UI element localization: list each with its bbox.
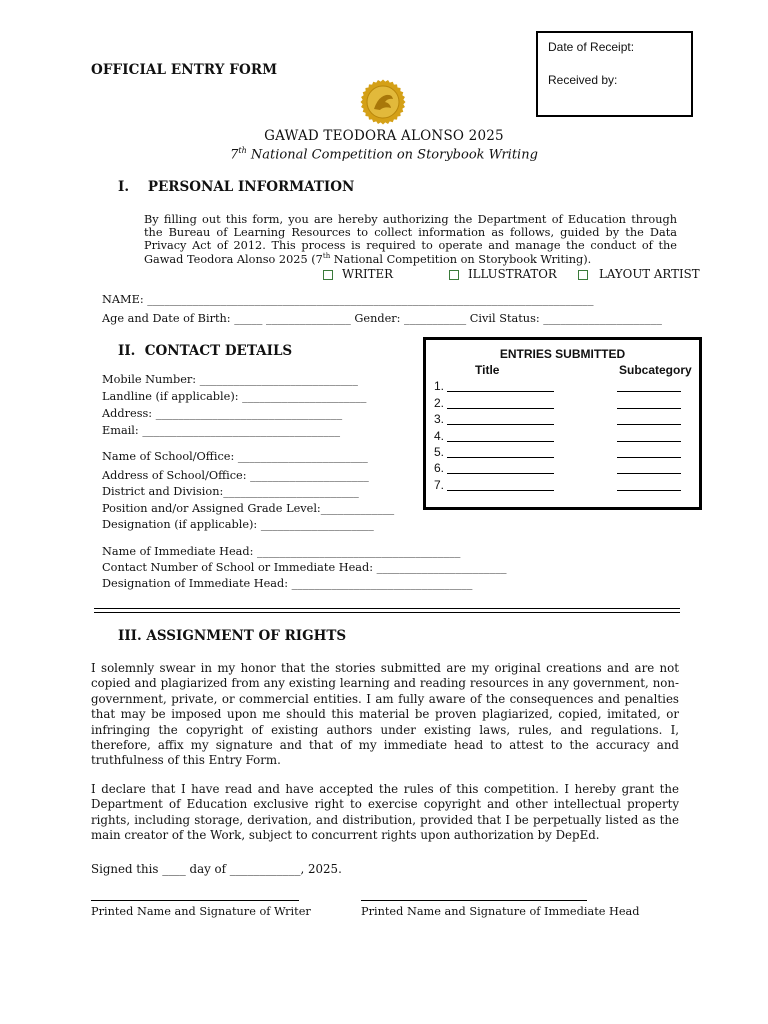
consent-sup: th — [322, 251, 331, 260]
form-title: OFFICIAL ENTRY FORM — [91, 62, 278, 78]
entry-row — [434, 445, 444, 461]
award-seal-icon — [360, 79, 406, 125]
entry-number: 5. — [434, 445, 445, 459]
entry-title-field[interactable] — [447, 441, 554, 442]
rights-paragraph-1: I solemnly swear in my honor that the stories submitted are my original creations and are not copied and plagiarized from any existing learning and reading resources in any government, non-government, private, or commercial entities. I am fully aware of the consequences and penalties that may be imposed upon me should this material be proven plagiarized, copied, imitated, or infringing the copyright of existing authors under existing laws, rules, and regulations. I, therefore, affix my signature and that of my immediate head to attest to the accuracy and truthfulness of this Entry Form. — [91, 661, 679, 768]
immediate-head-designation-field[interactable]: Designation of Immediate Head: ________________________________ — [102, 577, 473, 590]
address-field[interactable]: Address: _________________________________ — [102, 407, 343, 420]
rights-paragraph-2: I declare that I have read and have accepted the rules of this competition. I hereby grant the Department of Education exclusive right to exercise copyright and other intellectual property rights, including storage, derivation, and distribution, provided that I be perpetually listed as the main creator of the Work, subject to concurrent rights upon authorization by DepEd. — [91, 782, 679, 843]
entry-title-field[interactable] — [447, 391, 554, 392]
entry-title-field[interactable] — [447, 408, 554, 409]
writer-signature-label: Printed Name and Signature of Writer — [91, 905, 311, 918]
immediate-head-contact-field[interactable]: Contact Number of School or Immediate Head: _______________________ — [102, 561, 507, 574]
entry-row — [434, 412, 444, 428]
entry-row — [434, 461, 444, 477]
district-division-field[interactable]: District and Division:________________________ — [102, 485, 359, 498]
entry-number: 3. — [434, 412, 445, 426]
entry-number: 2. — [434, 396, 445, 410]
layout-artist-checkbox[interactable] — [578, 270, 588, 280]
entry-title-field[interactable] — [447, 473, 554, 474]
section-divider — [94, 608, 680, 613]
consent-paragraph — [144, 213, 677, 266]
date-of-receipt-label: Date of Receipt: — [548, 40, 635, 54]
award-title: GAWAD TEODORA ALONSO 2025 — [264, 128, 504, 144]
entries-subcategory-header: Subcategory — [619, 363, 692, 377]
consent-text-1: By filling out this form, you are hereby authorizing the Department of Education through the Bureau of Learning Resources to collect information as follows, guided by the Data Privacy Act of 2012. This process is required to operate and manage the conduct of the Gawad Teodora Alonso 2025 (7 — [144, 213, 677, 266]
competition-subtitle — [0, 146, 768, 162]
illustrator-label: ILLUSTRATOR — [468, 267, 557, 281]
head-signature-label: Printed Name and Signature of Immediate Head — [361, 905, 640, 918]
entry-subcategory-field[interactable] — [617, 408, 681, 409]
entry-subcategory-field[interactable] — [617, 473, 681, 474]
entry-number: 6. — [434, 461, 445, 475]
signed-date-line[interactable]: Signed this ____ day of ____________, 2025. — [91, 862, 342, 876]
subtitle-rest: National Competition on Storybook Writing — [246, 147, 538, 163]
receipt-box — [536, 31, 693, 117]
entry-title-field[interactable] — [447, 424, 554, 425]
name-field[interactable]: NAME: _______________________________________________________________________________ — [102, 293, 594, 306]
entry-number: 1. — [434, 379, 445, 393]
writer-checkbox[interactable] — [323, 270, 333, 280]
consent-text-2: National Competition on Storybook Writing). — [330, 252, 592, 266]
immediate-head-name-field[interactable]: Name of Immediate Head: ____________________________________ — [102, 545, 461, 558]
personal-info-heading: I. PERSONAL INFORMATION — [118, 179, 355, 195]
entry-subcategory-field[interactable] — [617, 391, 681, 392]
contact-details-heading: II. CONTACT DETAILS — [118, 343, 293, 359]
entry-subcategory-field[interactable] — [617, 457, 681, 458]
designation-field[interactable]: Designation (if applicable): ____________________ — [102, 518, 374, 531]
entries-title-header: Title — [475, 363, 500, 377]
entries-submitted-box — [423, 337, 702, 510]
school-name-field[interactable]: Name of School/Office: _______________________ — [102, 450, 368, 463]
received-by-label: Received by: — [548, 73, 618, 87]
entry-row — [434, 379, 444, 395]
entry-row — [434, 429, 444, 445]
subtitle-sup: th — [238, 146, 247, 155]
head-signature-line[interactable] — [361, 900, 587, 901]
entry-row — [434, 396, 444, 412]
entry-number: 4. — [434, 429, 445, 443]
email-field[interactable]: Email: ___________________________________ — [102, 424, 341, 437]
role-checkboxes — [323, 267, 703, 283]
position-grade-level-field[interactable]: Position and/or Assigned Grade Level:_____________ — [102, 502, 395, 515]
writer-signature-line[interactable] — [91, 900, 299, 901]
entry-subcategory-field[interactable] — [617, 441, 681, 442]
entry-title-field[interactable] — [447, 490, 554, 491]
writer-label: WRITER — [342, 267, 394, 281]
subtitle-ordinal: 7 — [230, 147, 239, 163]
school-address-field[interactable]: Address of School/Office: _____________________ — [102, 469, 369, 482]
age-gender-civil-status-field[interactable]: Age and Date of Birth: _____ _______________ Gender: ___________ Civil Status: _____________________ — [102, 312, 662, 325]
illustrator-checkbox[interactable] — [449, 270, 459, 280]
assignment-of-rights-heading: III. ASSIGNMENT OF RIGHTS — [118, 628, 347, 644]
entry-subcategory-field[interactable] — [617, 490, 681, 491]
layout-artist-label: LAYOUT ARTIST — [599, 267, 700, 281]
entry-subcategory-field[interactable] — [617, 424, 681, 425]
entries-heading: ENTRIES SUBMITTED — [499, 347, 626, 361]
entry-number: 7. — [434, 478, 445, 492]
mobile-number-field[interactable]: Mobile Number: ____________________________ — [102, 373, 358, 386]
landline-field[interactable]: Landline (if applicable): ______________________ — [102, 390, 367, 403]
entry-title-field[interactable] — [447, 457, 554, 458]
entry-row — [434, 478, 444, 494]
